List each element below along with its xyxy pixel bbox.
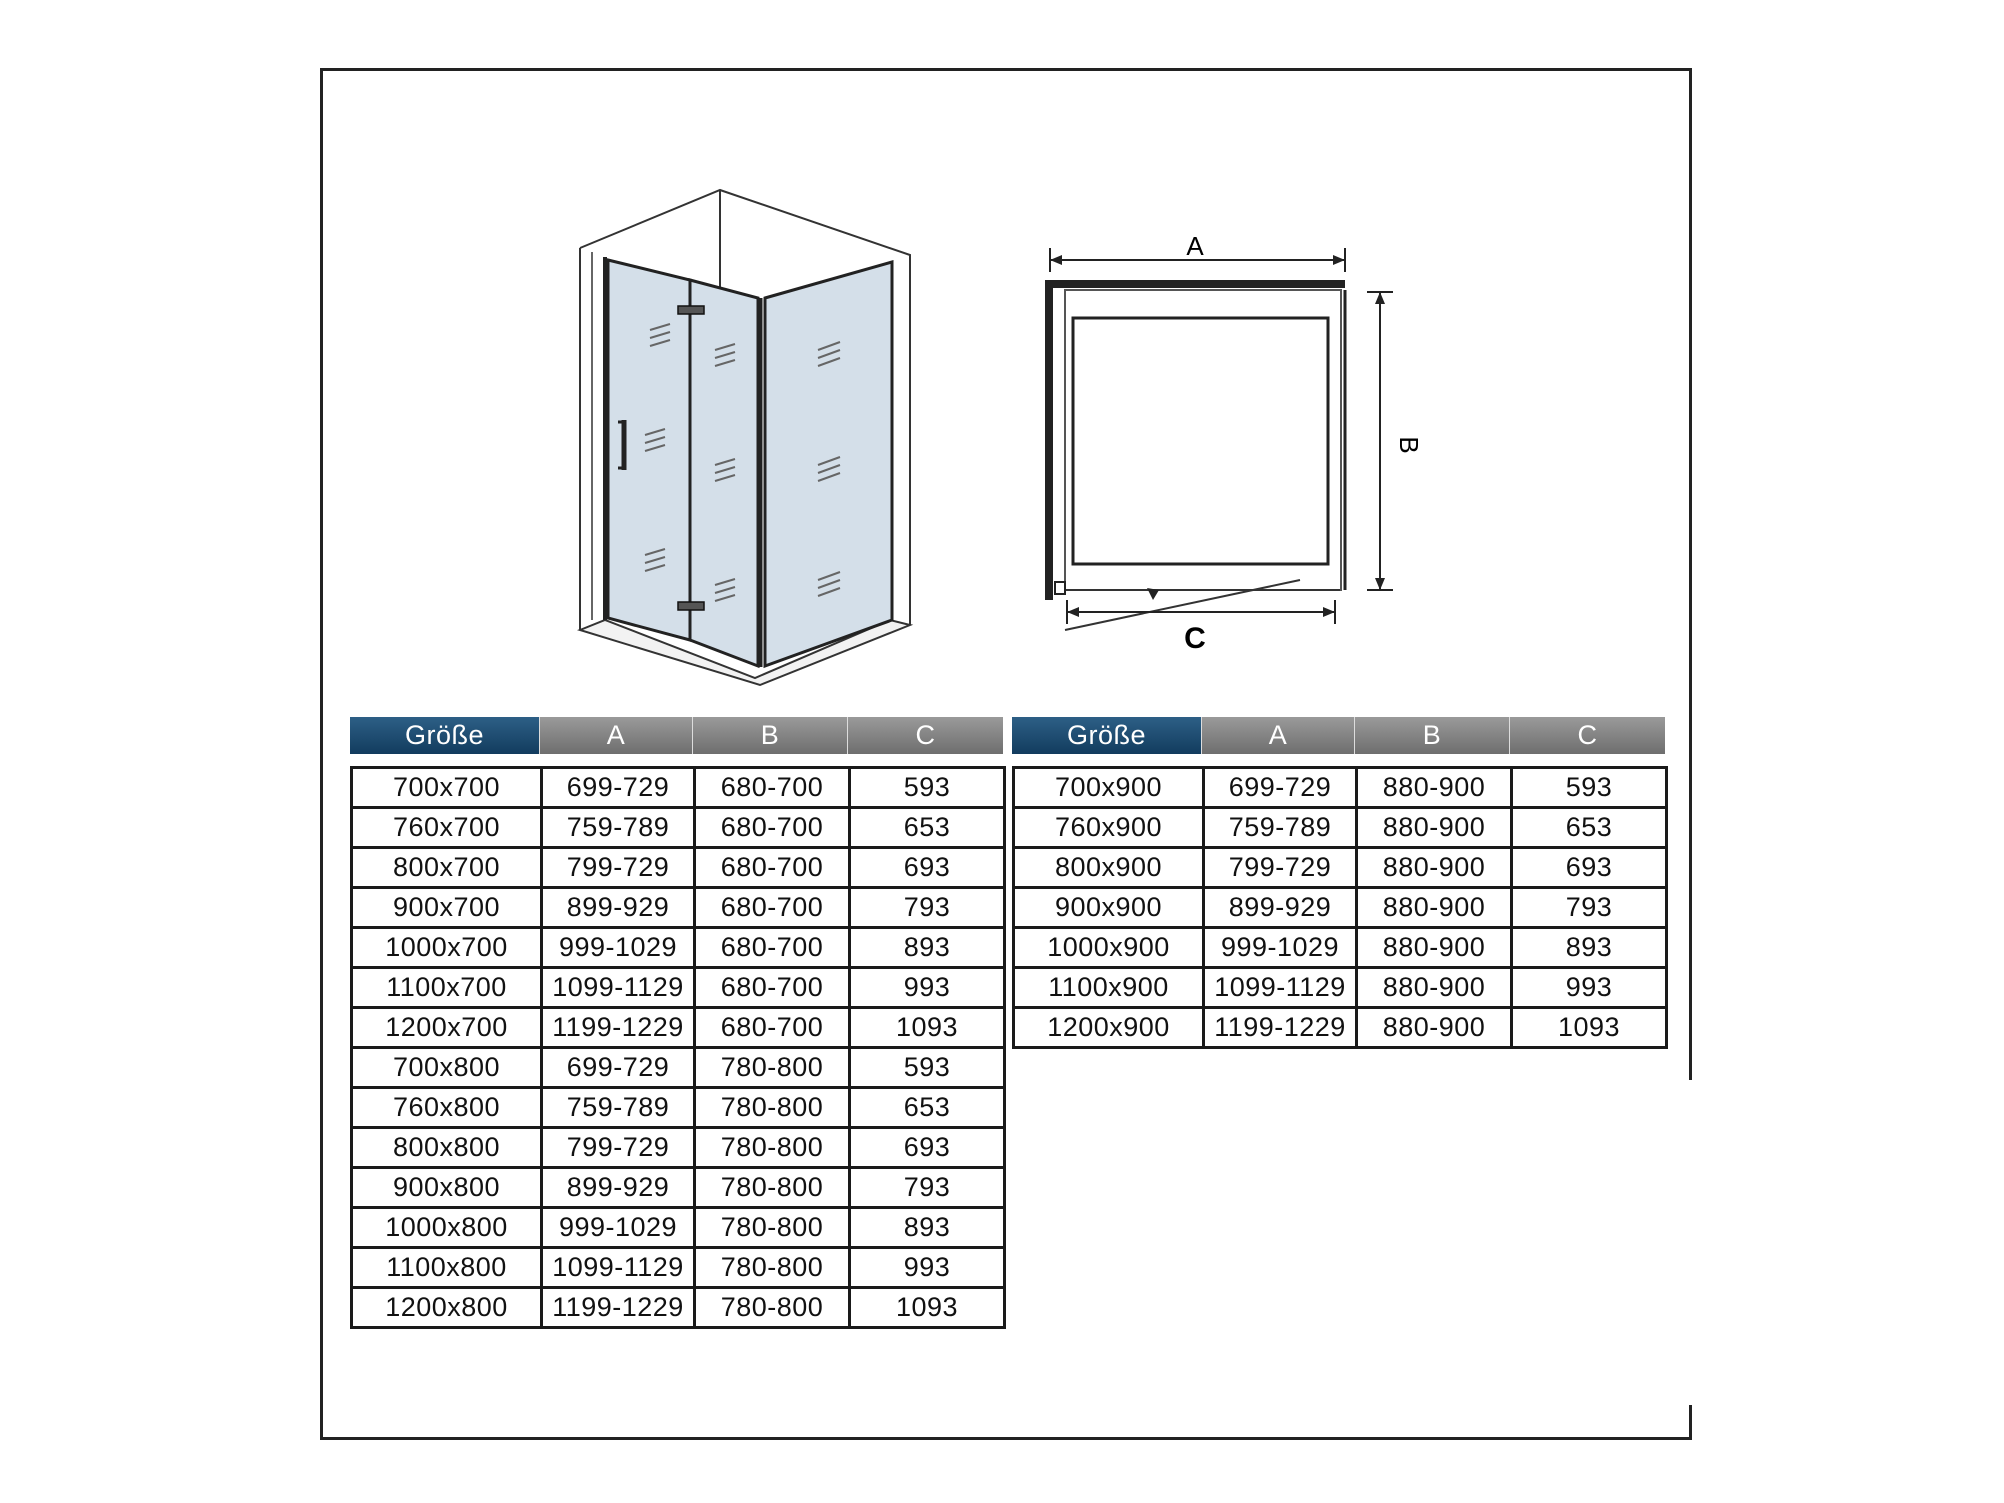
table-row bbox=[352, 768, 1005, 808]
table-header-right bbox=[1012, 717, 1665, 754]
cell-c: 593 bbox=[850, 1048, 1005, 1088]
table-row bbox=[352, 1208, 1005, 1248]
cell-a: 799-729 bbox=[542, 1128, 695, 1168]
cell-b: 880-900 bbox=[1357, 848, 1512, 888]
cell-c: 793 bbox=[1512, 888, 1667, 928]
cell-a: 1199-1229 bbox=[542, 1288, 695, 1328]
cell-b: 680-700 bbox=[695, 928, 850, 968]
header-a: A bbox=[540, 717, 693, 754]
cell-b: 880-900 bbox=[1357, 768, 1512, 808]
cell-size: 1100x900 bbox=[1014, 968, 1204, 1008]
cell-b: 680-700 bbox=[695, 848, 850, 888]
table-row bbox=[352, 848, 1005, 888]
cell-a: 1099-1129 bbox=[1204, 968, 1357, 1008]
cell-c: 1093 bbox=[850, 1288, 1005, 1328]
table-row bbox=[352, 928, 1005, 968]
table-row bbox=[352, 808, 1005, 848]
cell-size: 1200x700 bbox=[352, 1008, 542, 1048]
cell-b: 780-800 bbox=[695, 1088, 850, 1128]
table-header-left bbox=[350, 717, 1003, 754]
cell-size: 700x700 bbox=[352, 768, 542, 808]
cell-size: 700x900 bbox=[1014, 768, 1204, 808]
cell-a: 759-789 bbox=[1204, 808, 1357, 848]
cell-a: 699-729 bbox=[542, 1048, 695, 1088]
table-row bbox=[352, 1008, 1005, 1048]
cell-size: 1000x700 bbox=[352, 928, 542, 968]
table-row bbox=[1014, 808, 1667, 848]
dimension-c-label: C bbox=[1184, 622, 1206, 655]
shower-cabin-illustration bbox=[560, 180, 950, 700]
cell-c: 993 bbox=[850, 968, 1005, 1008]
cell-size: 760x800 bbox=[352, 1088, 542, 1128]
cell-c: 653 bbox=[1512, 808, 1667, 848]
header-c: C bbox=[1510, 717, 1665, 754]
cell-a: 1099-1129 bbox=[542, 968, 695, 1008]
cell-size: 1200x900 bbox=[1014, 1008, 1204, 1048]
cell-size: 1100x800 bbox=[352, 1248, 542, 1288]
cell-b: 880-900 bbox=[1357, 888, 1512, 928]
cell-b: 680-700 bbox=[695, 968, 850, 1008]
cell-c: 793 bbox=[850, 888, 1005, 928]
table-row bbox=[1014, 1008, 1667, 1048]
table-row bbox=[352, 1088, 1005, 1128]
cell-b: 780-800 bbox=[695, 1048, 850, 1088]
cell-c: 893 bbox=[850, 928, 1005, 968]
cell-c: 593 bbox=[1512, 768, 1667, 808]
size-table-left bbox=[350, 717, 1003, 1329]
cell-size: 1200x800 bbox=[352, 1288, 542, 1328]
cell-a: 1199-1229 bbox=[1204, 1008, 1357, 1048]
cell-size: 900x900 bbox=[1014, 888, 1204, 928]
cell-a: 899-929 bbox=[542, 1168, 695, 1208]
table-row bbox=[352, 888, 1005, 928]
cell-c: 593 bbox=[850, 768, 1005, 808]
size-table-right bbox=[1012, 717, 1665, 1049]
side-panel bbox=[765, 262, 892, 666]
cell-c: 653 bbox=[850, 808, 1005, 848]
plan-tray bbox=[1073, 318, 1328, 564]
header-size: Größe bbox=[1012, 717, 1202, 754]
cell-size: 760x700 bbox=[352, 808, 542, 848]
table-row bbox=[352, 1248, 1005, 1288]
cell-size: 1000x800 bbox=[352, 1208, 542, 1248]
cell-b: 880-900 bbox=[1357, 1008, 1512, 1048]
cell-size: 760x900 bbox=[1014, 808, 1204, 848]
table-row bbox=[1014, 888, 1667, 928]
cell-c: 893 bbox=[1512, 928, 1667, 968]
cell-size: 900x700 bbox=[352, 888, 542, 928]
cell-c: 1093 bbox=[1512, 1008, 1667, 1048]
cell-c: 653 bbox=[850, 1088, 1005, 1128]
cell-a: 1099-1129 bbox=[542, 1248, 695, 1288]
size-grid-left bbox=[350, 766, 1006, 1329]
cell-size: 800x800 bbox=[352, 1128, 542, 1168]
dimension-b-label: B bbox=[1394, 436, 1424, 454]
cell-c: 693 bbox=[1512, 848, 1667, 888]
cell-b: 780-800 bbox=[695, 1168, 850, 1208]
cell-b: 680-700 bbox=[695, 1008, 850, 1048]
table-row bbox=[352, 1288, 1005, 1328]
cell-c: 893 bbox=[850, 1208, 1005, 1248]
cell-a: 1199-1229 bbox=[542, 1008, 695, 1048]
table-row bbox=[1014, 848, 1667, 888]
hinge-bottom bbox=[678, 602, 704, 610]
cell-b: 880-900 bbox=[1357, 928, 1512, 968]
cell-a: 699-729 bbox=[542, 768, 695, 808]
cell-c: 993 bbox=[850, 1248, 1005, 1288]
cell-a: 759-789 bbox=[542, 808, 695, 848]
frame-gap bbox=[1682, 1080, 1698, 1405]
dimension-a-label: A bbox=[1186, 231, 1204, 261]
table-row bbox=[352, 1128, 1005, 1168]
cell-size: 800x900 bbox=[1014, 848, 1204, 888]
cell-a: 799-729 bbox=[1204, 848, 1357, 888]
cell-a: 699-729 bbox=[1204, 768, 1357, 808]
cell-b: 880-900 bbox=[1357, 968, 1512, 1008]
cell-a: 759-789 bbox=[542, 1088, 695, 1128]
cell-c: 793 bbox=[850, 1168, 1005, 1208]
plan-view-diagram bbox=[1035, 230, 1455, 670]
cell-a: 999-1029 bbox=[542, 928, 695, 968]
cell-size: 1100x700 bbox=[352, 968, 542, 1008]
cell-a: 999-1029 bbox=[1204, 928, 1357, 968]
cell-c: 1093 bbox=[850, 1008, 1005, 1048]
cell-b: 780-800 bbox=[695, 1288, 850, 1328]
cell-b: 780-800 bbox=[695, 1128, 850, 1168]
cell-a: 999-1029 bbox=[542, 1208, 695, 1248]
table-row bbox=[1014, 928, 1667, 968]
plan-back-wall bbox=[1045, 280, 1345, 288]
header-a: A bbox=[1202, 717, 1355, 754]
table-row bbox=[352, 1168, 1005, 1208]
cell-b: 780-800 bbox=[695, 1208, 850, 1248]
size-grid-right bbox=[1012, 766, 1668, 1049]
cell-c: 993 bbox=[1512, 968, 1667, 1008]
cell-b: 880-900 bbox=[1357, 808, 1512, 848]
cell-size: 1000x900 bbox=[1014, 928, 1204, 968]
cell-b: 780-800 bbox=[695, 1248, 850, 1288]
header-b: B bbox=[693, 717, 848, 754]
cell-a: 899-929 bbox=[1204, 888, 1357, 928]
header-b: B bbox=[1355, 717, 1510, 754]
header-size: Größe bbox=[350, 717, 540, 754]
cell-b: 680-700 bbox=[695, 768, 850, 808]
table-row bbox=[352, 968, 1005, 1008]
cell-c: 693 bbox=[850, 848, 1005, 888]
cell-size: 800x700 bbox=[352, 848, 542, 888]
cell-a: 899-929 bbox=[542, 888, 695, 928]
table-row bbox=[352, 1048, 1005, 1088]
plan-side-wall bbox=[1045, 280, 1053, 600]
cell-b: 680-700 bbox=[695, 888, 850, 928]
cell-a: 799-729 bbox=[542, 848, 695, 888]
header-c: C bbox=[848, 717, 1003, 754]
hinge-top bbox=[678, 306, 704, 314]
cell-b: 680-700 bbox=[695, 808, 850, 848]
table-row bbox=[1014, 768, 1667, 808]
table-row bbox=[1014, 968, 1667, 1008]
cell-size: 900x800 bbox=[352, 1168, 542, 1208]
cell-size: 700x800 bbox=[352, 1048, 542, 1088]
plan-door-swing bbox=[1065, 580, 1300, 630]
cell-c: 693 bbox=[850, 1128, 1005, 1168]
